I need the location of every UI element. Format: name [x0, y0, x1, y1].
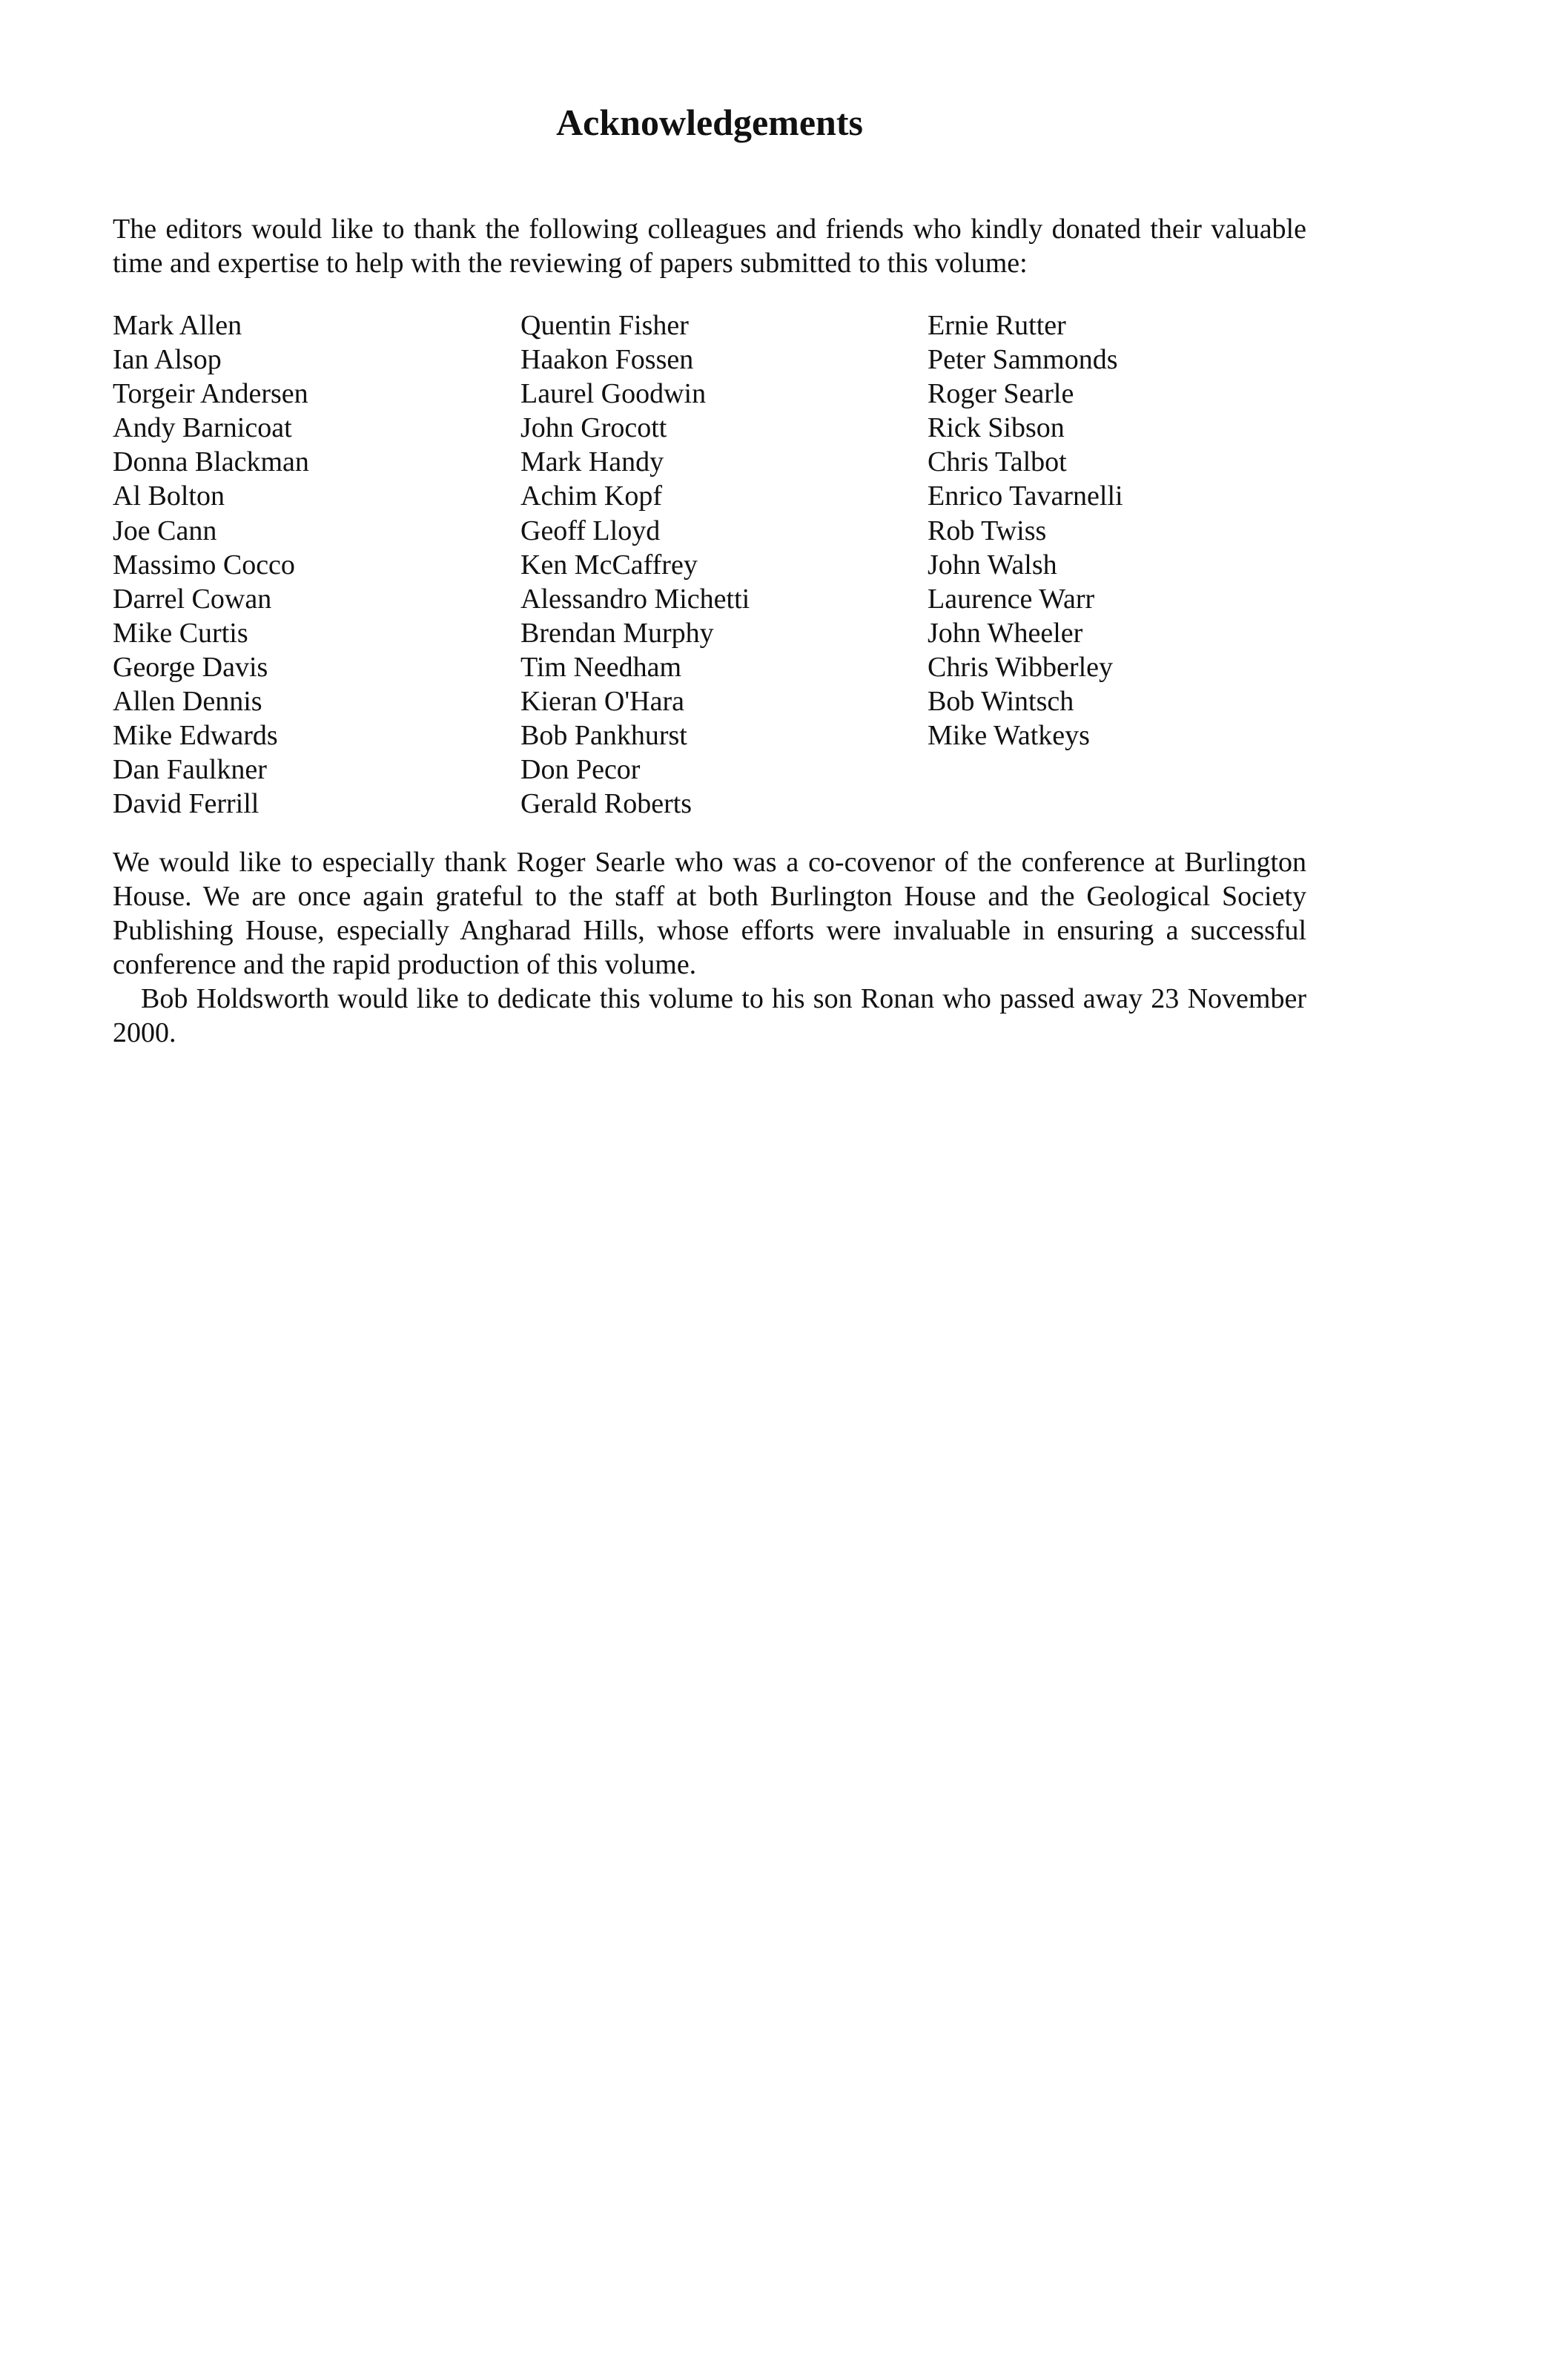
reviewer-name: Gerald Roberts — [520, 788, 692, 820]
reviewer-name: Geoff Lloyd — [520, 515, 661, 546]
reviewer-name: Ernie Rutter — [928, 310, 1066, 341]
reviewer-name: Andy Barnicoat — [113, 412, 292, 444]
reviewer-name: Darrel Cowan — [113, 583, 272, 615]
reviewer-name: Bob Pankhurst — [520, 720, 687, 752]
reviewer-name: John Walsh — [928, 549, 1057, 581]
reviewer-name: Tim Needham — [520, 651, 682, 683]
reviewer-name: Chris Wibberley — [928, 651, 1114, 683]
page-title: Acknowledgements — [556, 102, 863, 143]
reviewer-name: Roger Searle — [928, 378, 1074, 410]
reviewer-name: Dan Faulkner — [113, 754, 267, 786]
reviewer-name: Laurence Warr — [928, 583, 1095, 615]
reviewer-name: George Davis — [113, 651, 268, 683]
reviewer-name: John Wheeler — [928, 617, 1083, 649]
reviewer-name: Kieran O'Hara — [520, 686, 685, 718]
reviewer-column-2 — [520, 308, 750, 821]
reviewer-name: Mike Curtis — [113, 617, 248, 649]
reviewer-name: Torgeir Andersen — [113, 378, 308, 410]
reviewer-list — [113, 308, 1306, 827]
reviewer-name: Ken McCaffrey — [520, 549, 698, 581]
intro-paragraph: The editors would like to thank the following colleagues and friends who kindly donated their valuable time and expertise to help with the reviewing of papers submitted to this volume: — [113, 214, 1306, 279]
reviewer-name: Massimo Cocco — [113, 549, 295, 581]
reviewer-name: John Grocott — [520, 412, 667, 444]
reviewer-name: Alessandro Michetti — [520, 583, 750, 615]
reviewer-name: Donna Blackman — [113, 446, 309, 478]
reviewer-name: Allen Dennis — [113, 686, 262, 718]
reviewer-column-3 — [928, 308, 1123, 753]
reviewer-name: Brendan Murphy — [520, 617, 714, 649]
reviewer-name: Don Pecor — [520, 754, 641, 786]
reviewer-name: Mark Allen — [113, 310, 242, 341]
reviewer-name: Mike Watkeys — [928, 720, 1090, 752]
reviewer-name: Quentin Fisher — [520, 310, 689, 341]
reviewer-name: Haakon Fossen — [520, 344, 694, 376]
reviewer-name: David Ferrill — [113, 788, 260, 820]
reviewer-name: Al Bolton — [113, 480, 225, 512]
thanks-paragraph: We would like to especially thank Roger Searle who was a co-covenor of the conference at Burlington House. We are once again grateful to the staff at both Burlington House and the Geological Society Publishing House, especially Angharad Hills, whose efforts were invaluable in ensuring a successful conference and the rapid production of this volume. — [113, 847, 1306, 980]
reviewer-name: Mike Edwards — [113, 720, 278, 752]
reviewer-name: Laurel Goodwin — [520, 378, 707, 410]
reviewer-name: Joe Cann — [113, 515, 217, 546]
reviewer-name: Peter Sammonds — [928, 344, 1118, 376]
reviewer-name: Rob Twiss — [928, 515, 1047, 546]
reviewer-name: Bob Wintsch — [928, 686, 1074, 718]
reviewer-name: Enrico Tavarnelli — [928, 480, 1123, 512]
reviewer-name: Achim Kopf — [520, 480, 663, 512]
reviewer-name: Ian Alsop — [113, 344, 222, 376]
reviewer-name: Chris Talbot — [928, 446, 1067, 478]
dedication-paragraph: Bob Holdsworth would like to dedicate this volume to his son Ronan who passed away 23 November 2000. — [113, 983, 1306, 1048]
reviewer-name: Rick Sibson — [928, 412, 1065, 444]
reviewer-name: Mark Handy — [520, 446, 664, 478]
reviewer-column-1 — [113, 308, 309, 821]
